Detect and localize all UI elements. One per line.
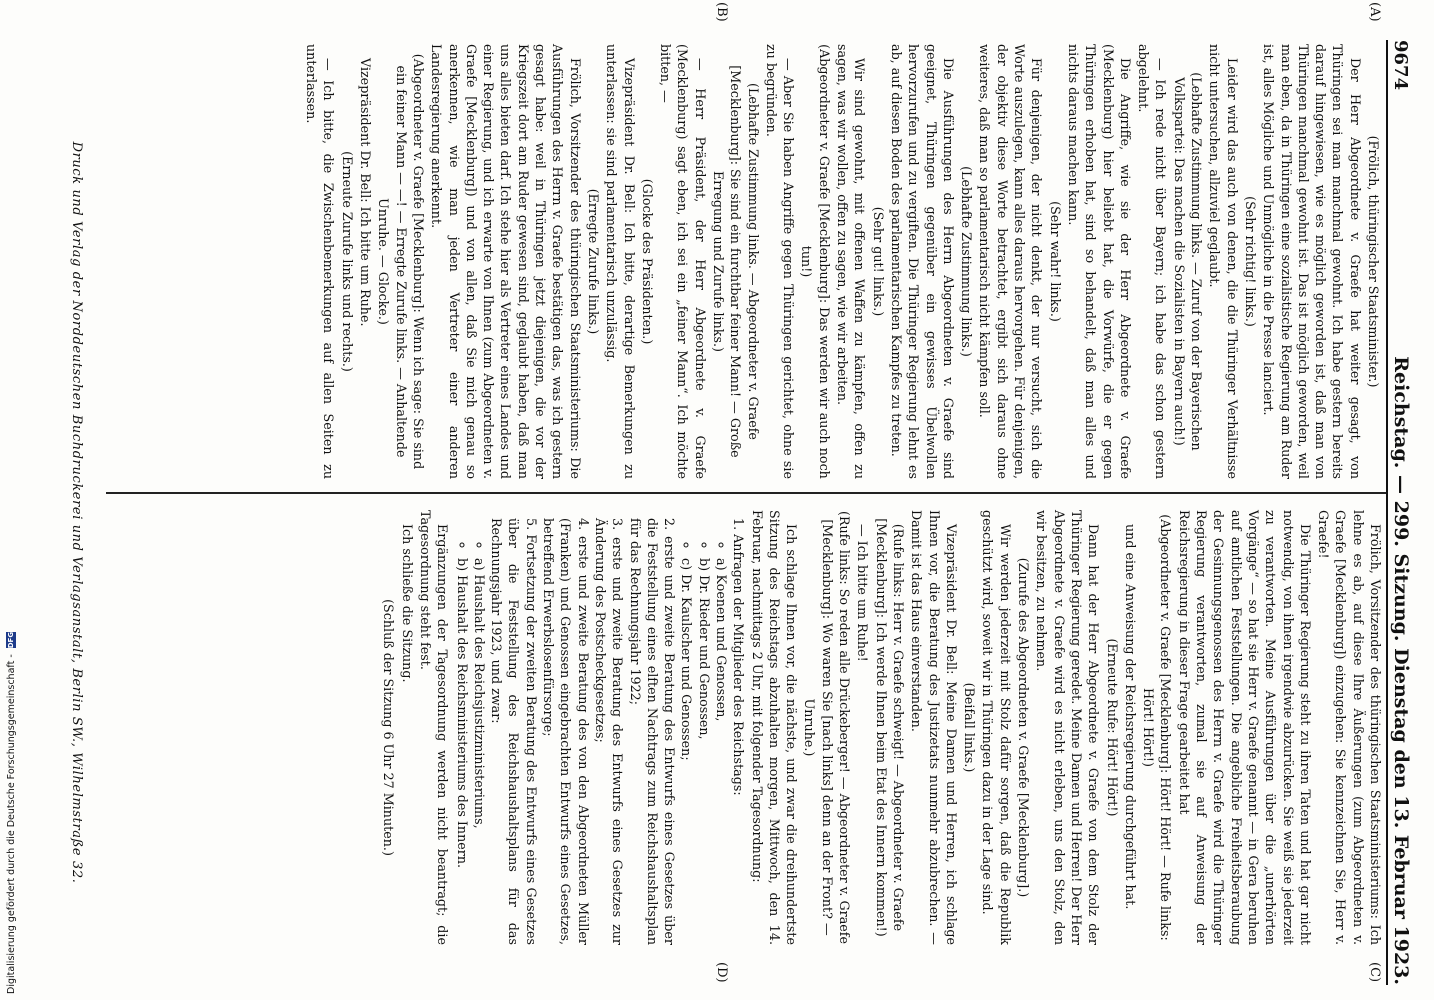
paragraph: Für denjenigen, der nicht denkt, der nur versucht, sich die Worte auszulegen, kann alles daraus hervorgehen. Für denjenigen, der objektiv diese Worte betrachtet, ergibt sich daraus ohne weiteres, daß man so parlamentarisch nicht kämpfen soll. [977,44,1045,479]
agenda-item-number: 2. [662,518,678,537]
paragraph: Dann hat der Herr Abgeordnete v. Graefe von dem Stolz der Thüringer Regierung geredet. Meine Damen und Herren! Der Herr Abgeordnete v. Graefe wird es nicht erleben, uns den Stolz, den wir besitzen, zu nehmen. [1034,510,1102,945]
agenda-item-text: Anfragen der Mitglieder des Reichstags: [731,534,747,796]
paragraph: — Ich bitte um Ruhe! [855,524,871,662]
agenda-item [592,518,627,945]
interjection: (Abgeordneter v. Graefe [Mecklenburg]: Das werden wir auch noch tun!) [799,44,832,479]
agenda-item [678,518,747,945]
paragraph: und eine Anweisung der Reichsregierung durchgeführt hat. [1122,524,1138,910]
agenda-subitem: ◦ c) Dr. Kaulscher und Genossen; [678,558,695,945]
left-column [302,44,1382,479]
page-number: 9674 [1390,40,1411,91]
agenda-subitem: ◦ a) Haushalt des Reichsjustizministeriums, [471,558,488,945]
paragraph: Ich schlage Ihnen vor, die nächste, und zwar die dreihundertste Sitzung des Reichstags abzuhalten morgen, Mittwoch, den 14. Februar, nachmittags 2 Uhr, mit folgender Tagesordnung: [749,510,800,945]
interjection: (Rufe links: Herr v. Graefe schweigt! — Abgeordneter v. Graefe [Mecklenburg]: Ich werde Ihnen beim Etat des Innern kommen!) [873,518,906,937]
agenda-list [453,510,747,945]
agenda-item [453,518,539,945]
paragraph: Die Thüringer Regierung steht zu ihren Taten und hat gar nicht notwendig, von ihnen irgendwie abzurücken. Sie weiß sie jederzeit zu verantworten. Meine Ausführungen über die „unerhörten Vorgänge“ — so hat sie Herr v. Graefe genannt — in Gera beruhen auf amtlichen Feststellungen. Die angebliche Freiheitsberaubung der Gesinnungsgenossen des Herrn v. Graefe wird die Thüringer Regierung verantworten, zumal sie auf Anweisung der Reichsregierung in dieser Frage gearbeitet hat [1176,510,1313,945]
paragraph: — Aber Sie haben Angriffe gegen Thüringen gerichtet, ohne sie zu begründen. [763,44,797,479]
page-title: Reichstag. — 299. Sitzung. Dienstag den 13. Februar 1923. [1390,356,1412,985]
paragraph: — Ich bitte, die Zwischenbemerkungen auf allen Seiten zu unterlassen. [304,44,337,479]
paragraph: — Herr Präsident, der Herr Abgeordnete v. Graefe (Mecklenburg) sagt eben, ich sei ein „feiner Mann“. Ich möchte bitten, — [658,44,708,479]
paragraph: Der Herr Abgeordnete v. Graefe hat weiter gesagt, von Thüringen sei man manchmal gewohnt. Ich habe gestern bereits darauf hingewiesen, wie es möglich geworden ist, daß man von Thüringen manchmal gewohnt ist. Das ist möglich geworden, weil man eben, da in Thüringen eine sozialistische Regierung am Ruder ist, alles Mögliche und Unmögliche in die Presse lanciert. [1261,44,1363,479]
paragraph: Die Angriffe, wie sie der Herr Abgeordnete v. Graefe (Mecklenburg) hier beliebt hat, die Vorwürfe, die er gegen Thüringen erhoben hat, sind so behandelt, daß man alles und nichts daraus machen kann. [1065,44,1133,479]
interjection: (Sehr wahr! links.) [1047,201,1063,322]
interjection: (Erneute Rufe: Hört! Hört!) [1104,638,1120,817]
interjection: (Abgeordneter v. Graefe [Mecklenburg]: Hört! Hört! — Rufe links: Hört! Hört!) [1141,514,1174,941]
right-column [379,510,1384,945]
column-divider [106,492,1386,494]
interjection: (Rufe links: So reden alle Drückeberger! — Abgeordneter v. Graefe [Mecklenburg]: Wo waren Sie [nach links] denn an der Front? — Unruhe.) [802,511,853,944]
right-column-body [748,510,1384,945]
speaker-continuation: (Frölich, thüringischer Staatsminister.) [1366,135,1381,388]
agenda-subitem: ◦ b) Dr. Rieder und Genossen, [695,558,712,945]
agenda-item-text: erste und zweite Beratung des von den Abgeordneten Müller (Franken) und Genossen eingebrachten Entwurfs eines Gesetzes, betreffend Erwerbslosenfürsorge; [541,518,591,945]
interjection: (Sehr richtig! links.) [1242,196,1258,327]
paragraph: Frölich, Vorsitzender des thüringischen Staatsministeriums: Ich lehne es ab, auf diese Ihre Äußerungen (zum Abgeordneten v. Graefe [Mecklenburg]) einzugehen: Sie kennzeichnen Sie, Herr v. Graefe! [1316,510,1383,945]
agenda-item-number: 4. [575,518,591,536]
margin-letter-a: (A) [1367,2,1382,22]
interjection: (Lebhafte Zustimmung links. — Abgeordneter v. Graefe [Mecklenburg]: Sie sind ein furchtbar feiner Mann! — Große Erregung und Zurufe links.) [711,65,761,458]
dfg-credit [0,0,22,1000]
interjection: (Abgeordneter v. Graefe [Mecklenburg]: Wenn ich sage: Sie sind ein feiner Mann — —! — Erregte Zurufe links. — Anhaltende Unruhe. — Glocke.) [376,53,426,470]
paragraph: Leider wird das auch von denen, die die Thüringer Verhältnisse nicht untersuchen, allzuviel geglaubt. [1207,44,1240,479]
agenda-item [626,518,678,945]
paragraph: — Ich rede nicht über Bayern; ich habe das schon gestern abgelehnt. [1136,44,1169,479]
paragraph: Vizepräsident Dr. Bell: Ich bitte um Ruhe. [358,58,374,327]
agenda-subitems [678,518,730,945]
paragraph: Frölich, Vorsitzender des thüringischen Staatsministeriums: Die Ausführungen des Herrn v. Graefe bestätigen das, was ich gestern gesagt habe: weil in Thüringen jetzt diejenigen, die vor der Kriegszeit dort am Ruder gewesen sind, geglaubt haben, daß man uns alles bieten darf. Ich stehe hier als Vertreter eines Landes und einer Regierung, und ich erwarte von Ihnen (zum Abgeordneten v. Graefe [Mecklenburg]) und von allen, daß Sie mich genau so anerkennen, wie man jeden Vertreter einer anderen Landesregierung anerkennt. [429,44,583,479]
interjection: (Beifall links.) [962,682,978,773]
agenda-item-number: 5. [523,518,539,535]
paragraph: Vizepräsident Dr. Bell: Meine Damen und Herren, ich schlage Ihnen vor, die Beratung des Justizetats nunmehr abzubrechen. — Damit ist das Haus einverstanden. [909,510,959,945]
agenda-item-text: erste und zweite Beratung des Entwurfs eines Gesetzes zur Änderung des Postscheckgesetzes; [592,518,626,945]
agenda-item-number: 1. [731,518,747,535]
interjection: (Schluß der Sitzung 6 Uhr 27 Minuten.) [381,599,397,856]
dfg-logo: DFG [7,631,15,649]
printer-footer: Druck und Verlag der Norddeutschen Buchdruckerei und Verlagsanstalt, Berlin SW., Wilhelmstraße 32. [69,141,84,884]
agenda-item-text: erste und zweite Beratung des Entwurfs eines Gesetzes über die Feststellung eines elften Nachtrags zum Reichshaushaltsplan für das Rechnungsjahr 1922; [627,518,678,946]
agenda-subitem: ◦ a) Koenen und Genossen, [713,558,730,945]
page-header [1386,40,1424,985]
paragraph: Ergänzungen der Tagesordnung werden nicht beantragt; die Tagesordnung steht fest. [417,510,451,945]
paragraph: Ich schließe die Sitzung. [399,524,415,683]
interjection: (Lebhafte Zustimmung links.) [959,166,975,357]
paragraph: Wir werden jederzeit mit Stolz dafür sorgen, daß die Republik geschützt wird, soweit wir in Thüringen dazu in der Lage sind. [980,510,1013,945]
margin-letter-b: (B) [714,2,729,22]
agenda-subitems [453,518,488,945]
agenda-item-text: Fortsetzung der zweiten Beratung des Entwurfs eines Gesetzes über die Feststellung des Reichshaushaltsplans für das Rechnungsjahr 1923, und zwar: [489,518,539,945]
interjection: (Lebhafte Zustimmung links. — Zuruf von der Bayerischen Volkspartei: Das machen die Sozialisten in Bayern auch!) [1171,72,1205,451]
paragraph: Die Ausführungen des Herrn Abgeordneten v. Graefe sind geeignet, Thüringen gegenüber ein gewisses Übelwollen hervorzurufen und zu vergiften. Die Thüringer Regierung lehnt es ab, auf diesen Boden des parlamentarischen Kampfes zu treten. [888,44,956,479]
margin-letter-c: (C) [1367,962,1382,983]
interjection: (Glocke des Präsidenten.) [639,178,655,345]
paragraph: Wir sind gewohnt, mit offenen Waffen zu kämpfen, offen zu sagen, was wir wollen, offen zu sagen, wie wir arbeiten. [835,44,868,479]
interjection: (Sehr gut! links.) [870,206,886,317]
agenda-item [540,518,592,945]
right-column-closing [380,510,451,945]
margin-letter-d: (D) [714,962,729,983]
interjection: (Zurufe des Abgeordneten v. Graefe [Mecklenburg].) [1016,557,1032,898]
dfg-credit-text: Digitalisierung gefördert durch die Deutsche Forschungsgemeinschaft - [5,654,17,994]
agenda-item-number: 3. [610,518,626,538]
paragraph: Vizepräsident Dr. Bell: Ich bitte, derartige Bemerkungen zu unterlassen: sie sind parlamentarisch unzulässig. [604,44,637,479]
interjection: (Erregte Zurufe links.) [585,188,601,335]
agenda-subitem: ◦ b) Haushalt des Reichsministeriums des Innern. [453,558,470,945]
interjection: (Erneute Zurufe links und rechts.) [339,151,355,372]
